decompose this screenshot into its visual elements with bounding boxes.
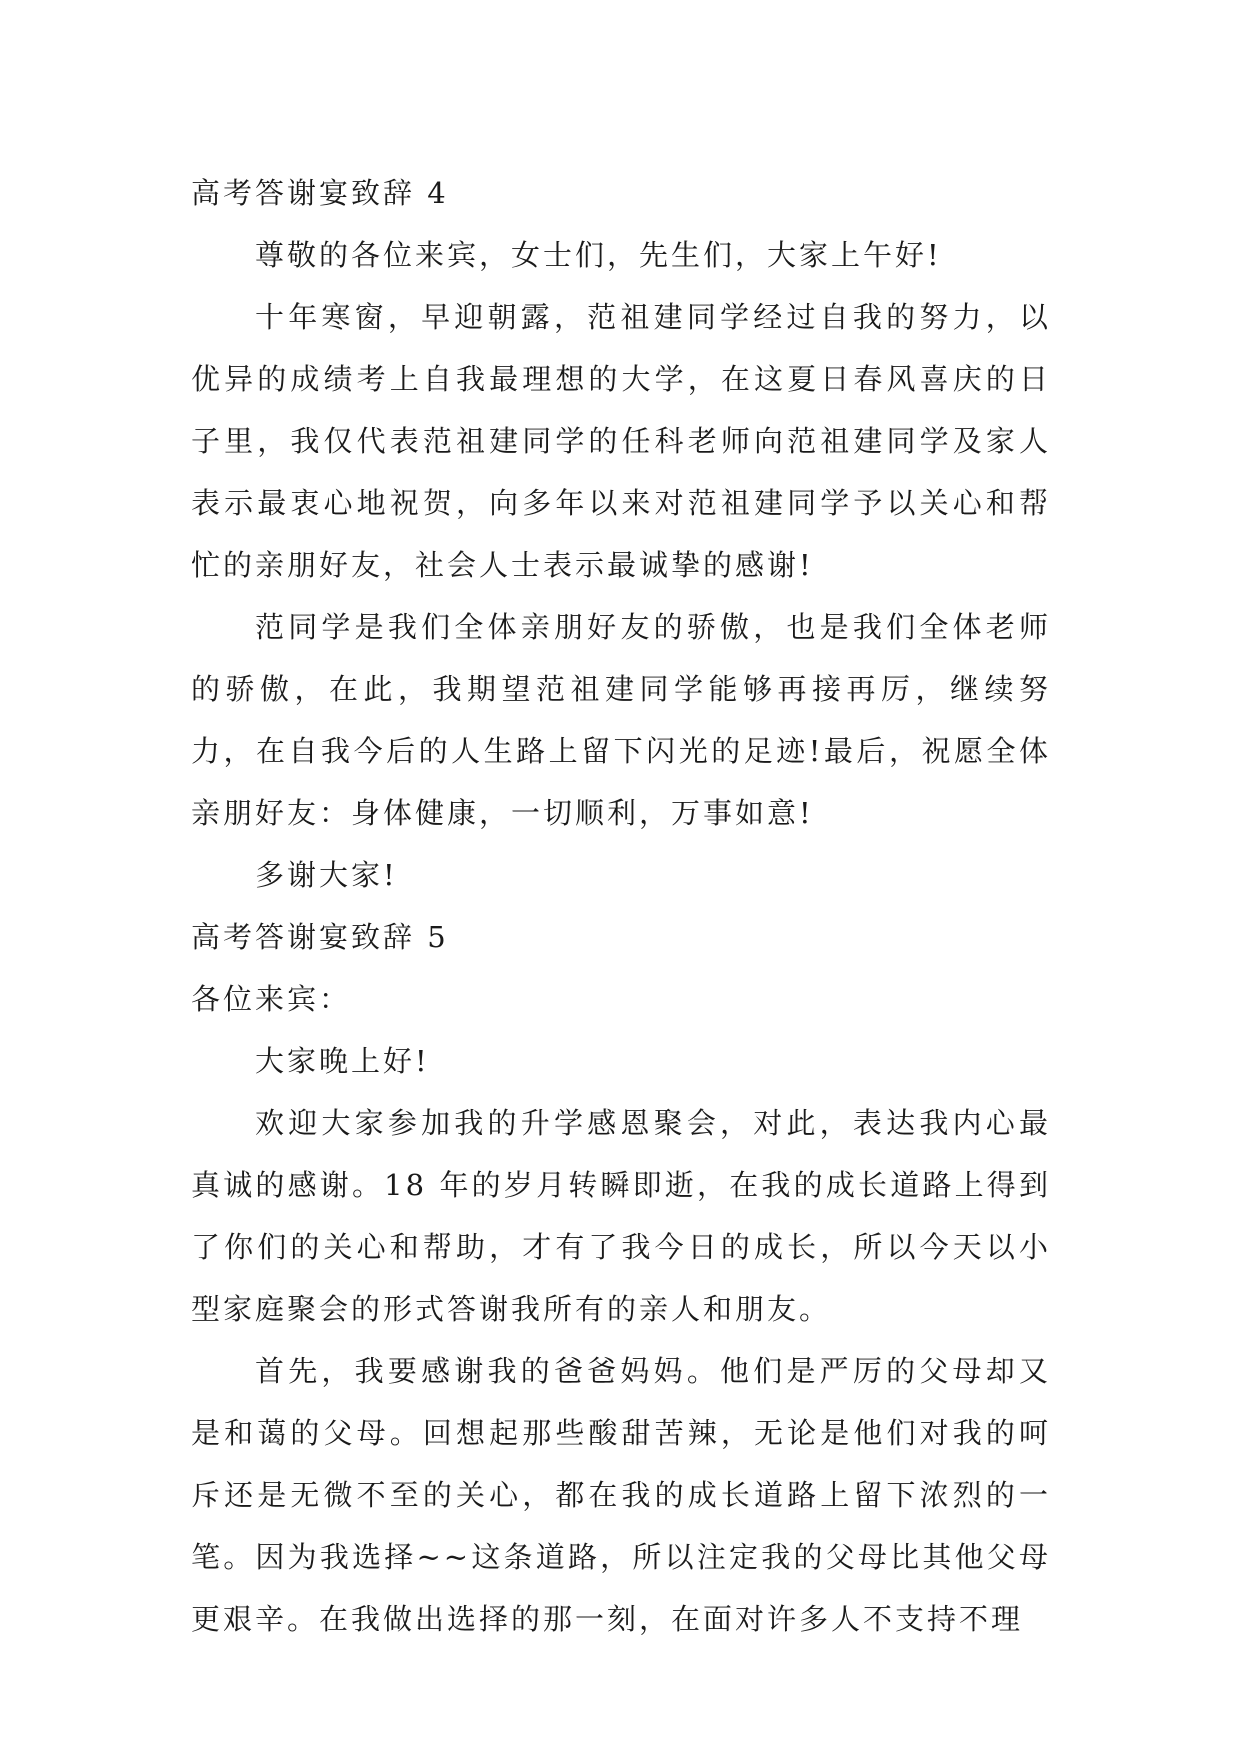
section-4-greeting: 尊敬的各位来宾，女士们，先生们，大家上午好! <box>255 238 942 272</box>
document-body <box>191 162 1051 1650</box>
section-4-closing: 多谢大家! <box>255 858 398 892</box>
section-4-paragraph: 范同学是我们全体亲朋好友的骄傲，也是我们全体老师的骄傲，在此，我期望范祖建同学能够再接再厉，继续努力，在自我今后的人生路上留下闪光的足迹!最后，祝愿全体亲朋好友：身体健康，一切顺利，万事如意! <box>191 610 1051 830</box>
section-5-paragraph: 欢迎大家参加我的升学感恩聚会，对此，表达我内心最真诚的感谢。18 年的岁月转瞬即逝，在我的成长道路上得到了你们的关心和帮助，才有了我今日的成长，所以今天以小型家庭聚会的形式答谢我所有的亲人和朋友。 <box>191 1106 1051 1326</box>
section-4-title: 高考答谢宴致辞 4 <box>191 176 449 210</box>
section-5-greeting: 大家晚上好! <box>255 1044 430 1078</box>
section-4-paragraph: 十年寒窗，早迎朝露，范祖建同学经过自我的努力，以优异的成绩考上自我最理想的大学，在这夏日春风喜庆的日子里，我仅代表范祖建同学的任科老师向范祖建同学及家人表示最衷心地祝贺，向多年以来对范祖建同学予以关心和帮忙的亲朋好友，社会人士表示最诚挚的感谢! <box>191 300 1051 582</box>
section-5-paragraph: 首先，我要感谢我的爸爸妈妈。他们是严厉的父母却又是和蔼的父母。回想起那些酸甜苦辣，无论是他们对我的呵斥还是无微不至的关心，都在我的成长道路上留下浓烈的一笔。因为我选择~~这条道路，所以注定我的父母比其他父母更艰辛。在我做出选择的那一刻，在面对许多人不支持不理 <box>191 1354 1051 1636</box>
section-5-salutation: 各位来宾： <box>191 982 352 1016</box>
section-5-title: 高考答谢宴致辞 5 <box>191 920 449 954</box>
